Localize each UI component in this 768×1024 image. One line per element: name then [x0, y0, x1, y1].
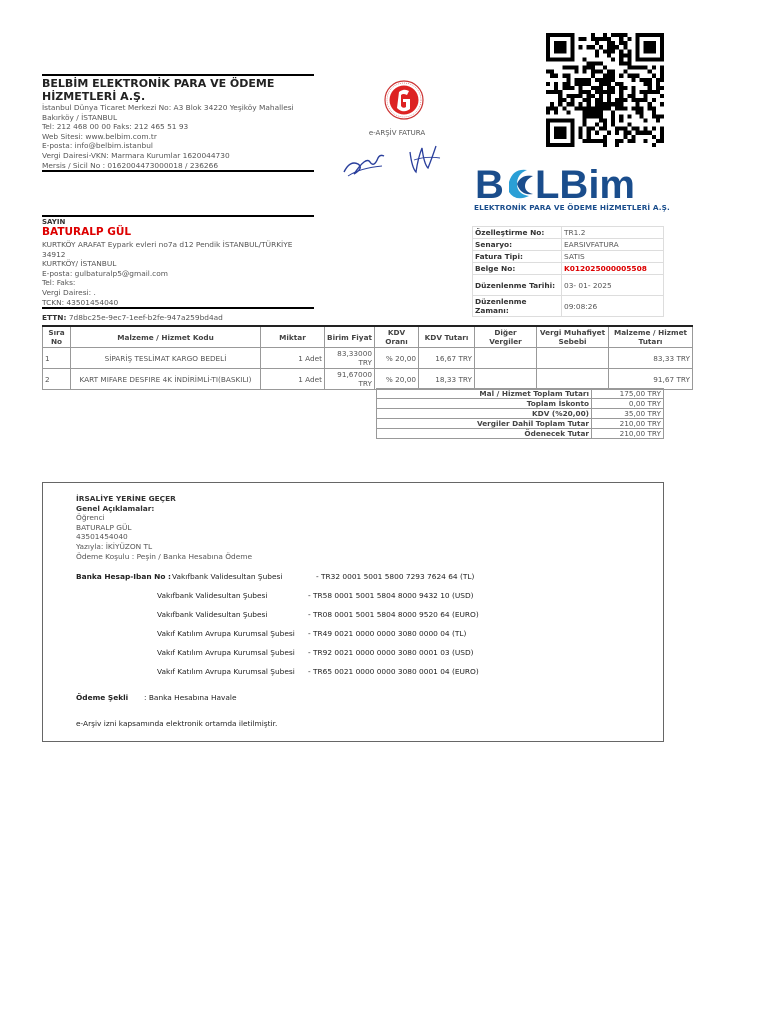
bank-label: Banka Hesap-Iban No :	[76, 572, 171, 581]
row-price: 91,67000 TRY	[325, 369, 375, 390]
meta-value: 09:08:26	[562, 296, 664, 317]
bank-branch: Vakıf Katılım Avrupa Kurumsal Şubesi	[157, 667, 295, 676]
notes-line: Öğrenci	[76, 513, 105, 523]
row-total: 83,33 TRY	[609, 348, 693, 369]
meta-row	[473, 296, 664, 317]
meta-row	[473, 263, 664, 275]
row-price: 83,33000 TRY	[325, 348, 375, 369]
row-name: SİPARİŞ TESLİMAT KARGO BEDELİ	[71, 348, 261, 369]
meta-row	[473, 275, 664, 296]
meta-row	[473, 227, 664, 239]
bank-branch: Vakıfbank Validesultan Şubesi	[157, 591, 268, 600]
seller-top-rule	[42, 74, 314, 76]
notes-line: Yazıyla: İKİYÜZON TL	[76, 541, 153, 551]
waybill-note: İRSALİYE YERİNE GEÇER	[76, 494, 176, 503]
row-exemption	[537, 348, 609, 369]
brand-subtitle: ELEKTRONİK PARA VE ÖDEME HİZMETLERİ A.Ş.	[474, 203, 670, 212]
col-header: Sıra No	[43, 326, 71, 348]
payment-method-value: : Banka Hesabına Havale	[144, 693, 237, 702]
bank-iban: - TR49 0021 0000 0000 3080 0000 04 (TL)	[308, 629, 467, 638]
totals-value: 175,00 TRY	[592, 389, 664, 399]
totals-value: 0,00 TRY	[592, 399, 664, 409]
notes-line: BATURALP GÜL	[76, 522, 132, 532]
bank-branch: Vakıf Katılım Avrupa Kurumsal Şubesi	[157, 629, 295, 638]
seller-line: Mersis / Sicil No : 0162004473000018 / 236266	[42, 160, 219, 170]
meta-value: EARSIVFATURA	[562, 239, 664, 251]
notes-line: 43501454040	[76, 532, 128, 542]
col-header: KDV Tutarı	[419, 326, 475, 348]
row-qty: 1 Adet	[261, 348, 325, 369]
totals-label: Ödenecek Tutar	[377, 429, 592, 439]
bank-branch: Vakıf Katılım Avrupa Kurumsal Şubesi	[157, 648, 295, 657]
meta-row	[473, 251, 664, 263]
customer-name: BATURALP GÜL	[42, 226, 132, 238]
row-no: 1	[43, 348, 71, 369]
totals-label: KDV (%20,00)	[377, 409, 592, 419]
notes-line: Ödeme Koşulu : Peşin / Banka Hesabına Ödeme	[76, 551, 253, 561]
customer-line: Vergi Dairesi: .	[42, 287, 96, 297]
seller-line: Vergi Dairesi-VKN: Marmara Kurumlar 1620044730	[42, 150, 230, 160]
customer-line: KURTKÖY/ İSTANBUL	[42, 259, 117, 269]
items-header-row	[43, 326, 693, 348]
meta-value: SATIS	[562, 251, 664, 263]
totals-value: 35,00 TRY	[592, 409, 664, 419]
customer-bottom-rule	[42, 307, 314, 309]
row-vat-amount: 16,67 TRY	[419, 348, 475, 369]
totals-row	[377, 409, 664, 419]
col-header: Miktar	[261, 326, 325, 348]
bank-iban: - TR65 0021 0000 0000 3080 0001 04 (EURO)	[308, 667, 479, 676]
row-total: 91,67 TRY	[609, 369, 693, 390]
seller-line: Tel: 212 468 00 00 Faks: 212 465 51 93	[42, 122, 189, 132]
row-qty: 1 Adet	[261, 369, 325, 390]
totals-row	[377, 419, 664, 429]
row-name: KART MIFARE DESFIRE 4K İNDİRİMLİ-TI(BASKILI)	[71, 369, 261, 390]
meta-key: Özelleştirme No:	[473, 227, 562, 239]
document-number: K012025000005508	[562, 263, 664, 275]
ettn-label: ETTN:	[42, 313, 67, 322]
bank-iban: - TR32 0001 5001 5800 7293 7624 64 (TL)	[316, 572, 475, 581]
meta-key: Düzenlenme Tarihi:	[473, 275, 562, 296]
totals-table	[376, 388, 664, 439]
table-row	[43, 369, 693, 390]
row-vat-rate: % 20,00	[375, 348, 419, 369]
col-header: KDV Oranı	[375, 326, 419, 348]
meta-key: Düzenlenme Zamanı:	[473, 296, 562, 317]
customer-address	[42, 240, 332, 307]
payment-method-label: Ödeme Şekli	[76, 693, 129, 702]
bank-branch: Vakıfbank Validesultan Şubesi	[172, 572, 283, 581]
seller-name: BELBİM ELEKTRONİK PARA VE ÖDEME HİZMETLERİ A.Ş.	[42, 77, 275, 103]
row-other-taxes	[475, 348, 537, 369]
col-header: Vergi Muhafiyet Sebebi	[537, 326, 609, 348]
ettn-value: 7d8bc25e-9ec7-1eef-b2fe-947a259bd4ad	[68, 313, 223, 322]
svg-text:B: B	[475, 163, 504, 207]
bank-iban: - TR92 0021 0000 0000 3080 0001 03 (USD)	[308, 648, 474, 657]
customer-top-rule	[42, 215, 314, 217]
invoice-meta-table	[472, 226, 664, 317]
meta-value: 03- 01- 2025	[562, 275, 664, 296]
row-vat-amount: 18,33 TRY	[419, 369, 475, 390]
totals-row	[377, 399, 664, 409]
notes-header	[76, 494, 252, 561]
row-vat-rate: % 20,00	[375, 369, 419, 390]
gib-seal-logo	[384, 78, 424, 126]
bank-iban: - TR58 0001 5001 5804 8000 9432 10 (USD)	[308, 591, 474, 600]
totals-label: Mal / Hizmet Toplam Tutarı	[377, 389, 592, 399]
row-exemption	[537, 369, 609, 390]
bank-branch: Vakıfbank Validesultan Şubesi	[157, 610, 268, 619]
general-notes-label: Genel Açıklamalar:	[76, 503, 155, 513]
col-header: Diğer Vergiler	[475, 326, 537, 348]
meta-row	[473, 239, 664, 251]
meta-key: Fatura Tipi:	[473, 251, 562, 263]
svg-text:LBim: LBim	[535, 163, 635, 207]
signature-image	[340, 138, 450, 182]
col-header: Birim Fiyat	[325, 326, 375, 348]
footer-note: e-Arşiv izni kapsamında elektronik ortamda iletilmiştir.	[76, 719, 278, 728]
bank-iban: - TR08 0001 5001 5804 8000 9520 64 (EURO)	[308, 610, 479, 619]
totals-label: Toplam İskonto	[377, 399, 592, 409]
qr-code[interactable]	[546, 33, 664, 147]
seller-address	[42, 103, 332, 170]
items-table	[42, 325, 693, 390]
seller-bottom-rule	[42, 170, 314, 172]
col-header: Malzeme / Hizmet Kodu	[71, 326, 261, 348]
totals-row	[377, 429, 664, 439]
customer-line: 34912	[42, 249, 66, 259]
seller-line: E-posta: info@belbim.istanbul	[42, 141, 153, 151]
customer-line: E-posta: gulbaturalp5@gmail.com	[42, 268, 168, 278]
seller-line: Bakırköy / İSTANBUL	[42, 112, 118, 122]
customer-line: KURTKÖY ARAFAT Eypark evleri no7a d12 Pendik İSTANBUL/TÜRKİYE	[42, 240, 293, 249]
customer-line: Tel: Faks:	[42, 278, 76, 288]
meta-value: TR1.2	[562, 227, 664, 239]
totals-row	[377, 389, 664, 399]
payable-amount: 210,00 TRY	[592, 429, 664, 439]
earsiv-label: e-ARŞİV FATURA	[368, 129, 426, 137]
meta-key: Belge No:	[473, 263, 562, 275]
meta-key: Senaryo:	[473, 239, 562, 251]
table-row	[43, 348, 693, 369]
ettn	[42, 313, 223, 322]
col-header: Malzeme / Hizmet Tutarı	[609, 326, 693, 348]
seller-line: Web Sitesi: www.belbim.com.tr	[42, 131, 157, 141]
totals-label: Vergiler Dahil Toplam Tutar	[377, 419, 592, 429]
customer-line: TCKN: 43501454040	[42, 297, 119, 307]
row-other-taxes	[475, 369, 537, 390]
row-no: 2	[43, 369, 71, 390]
totals-value: 210,00 TRY	[592, 419, 664, 429]
seller-line: İstanbul Dünya Ticaret Merkezi No: A3 Blok 34220 Yeşiköy Mahallesi	[42, 103, 294, 112]
salutation: SAYIN	[42, 218, 66, 226]
